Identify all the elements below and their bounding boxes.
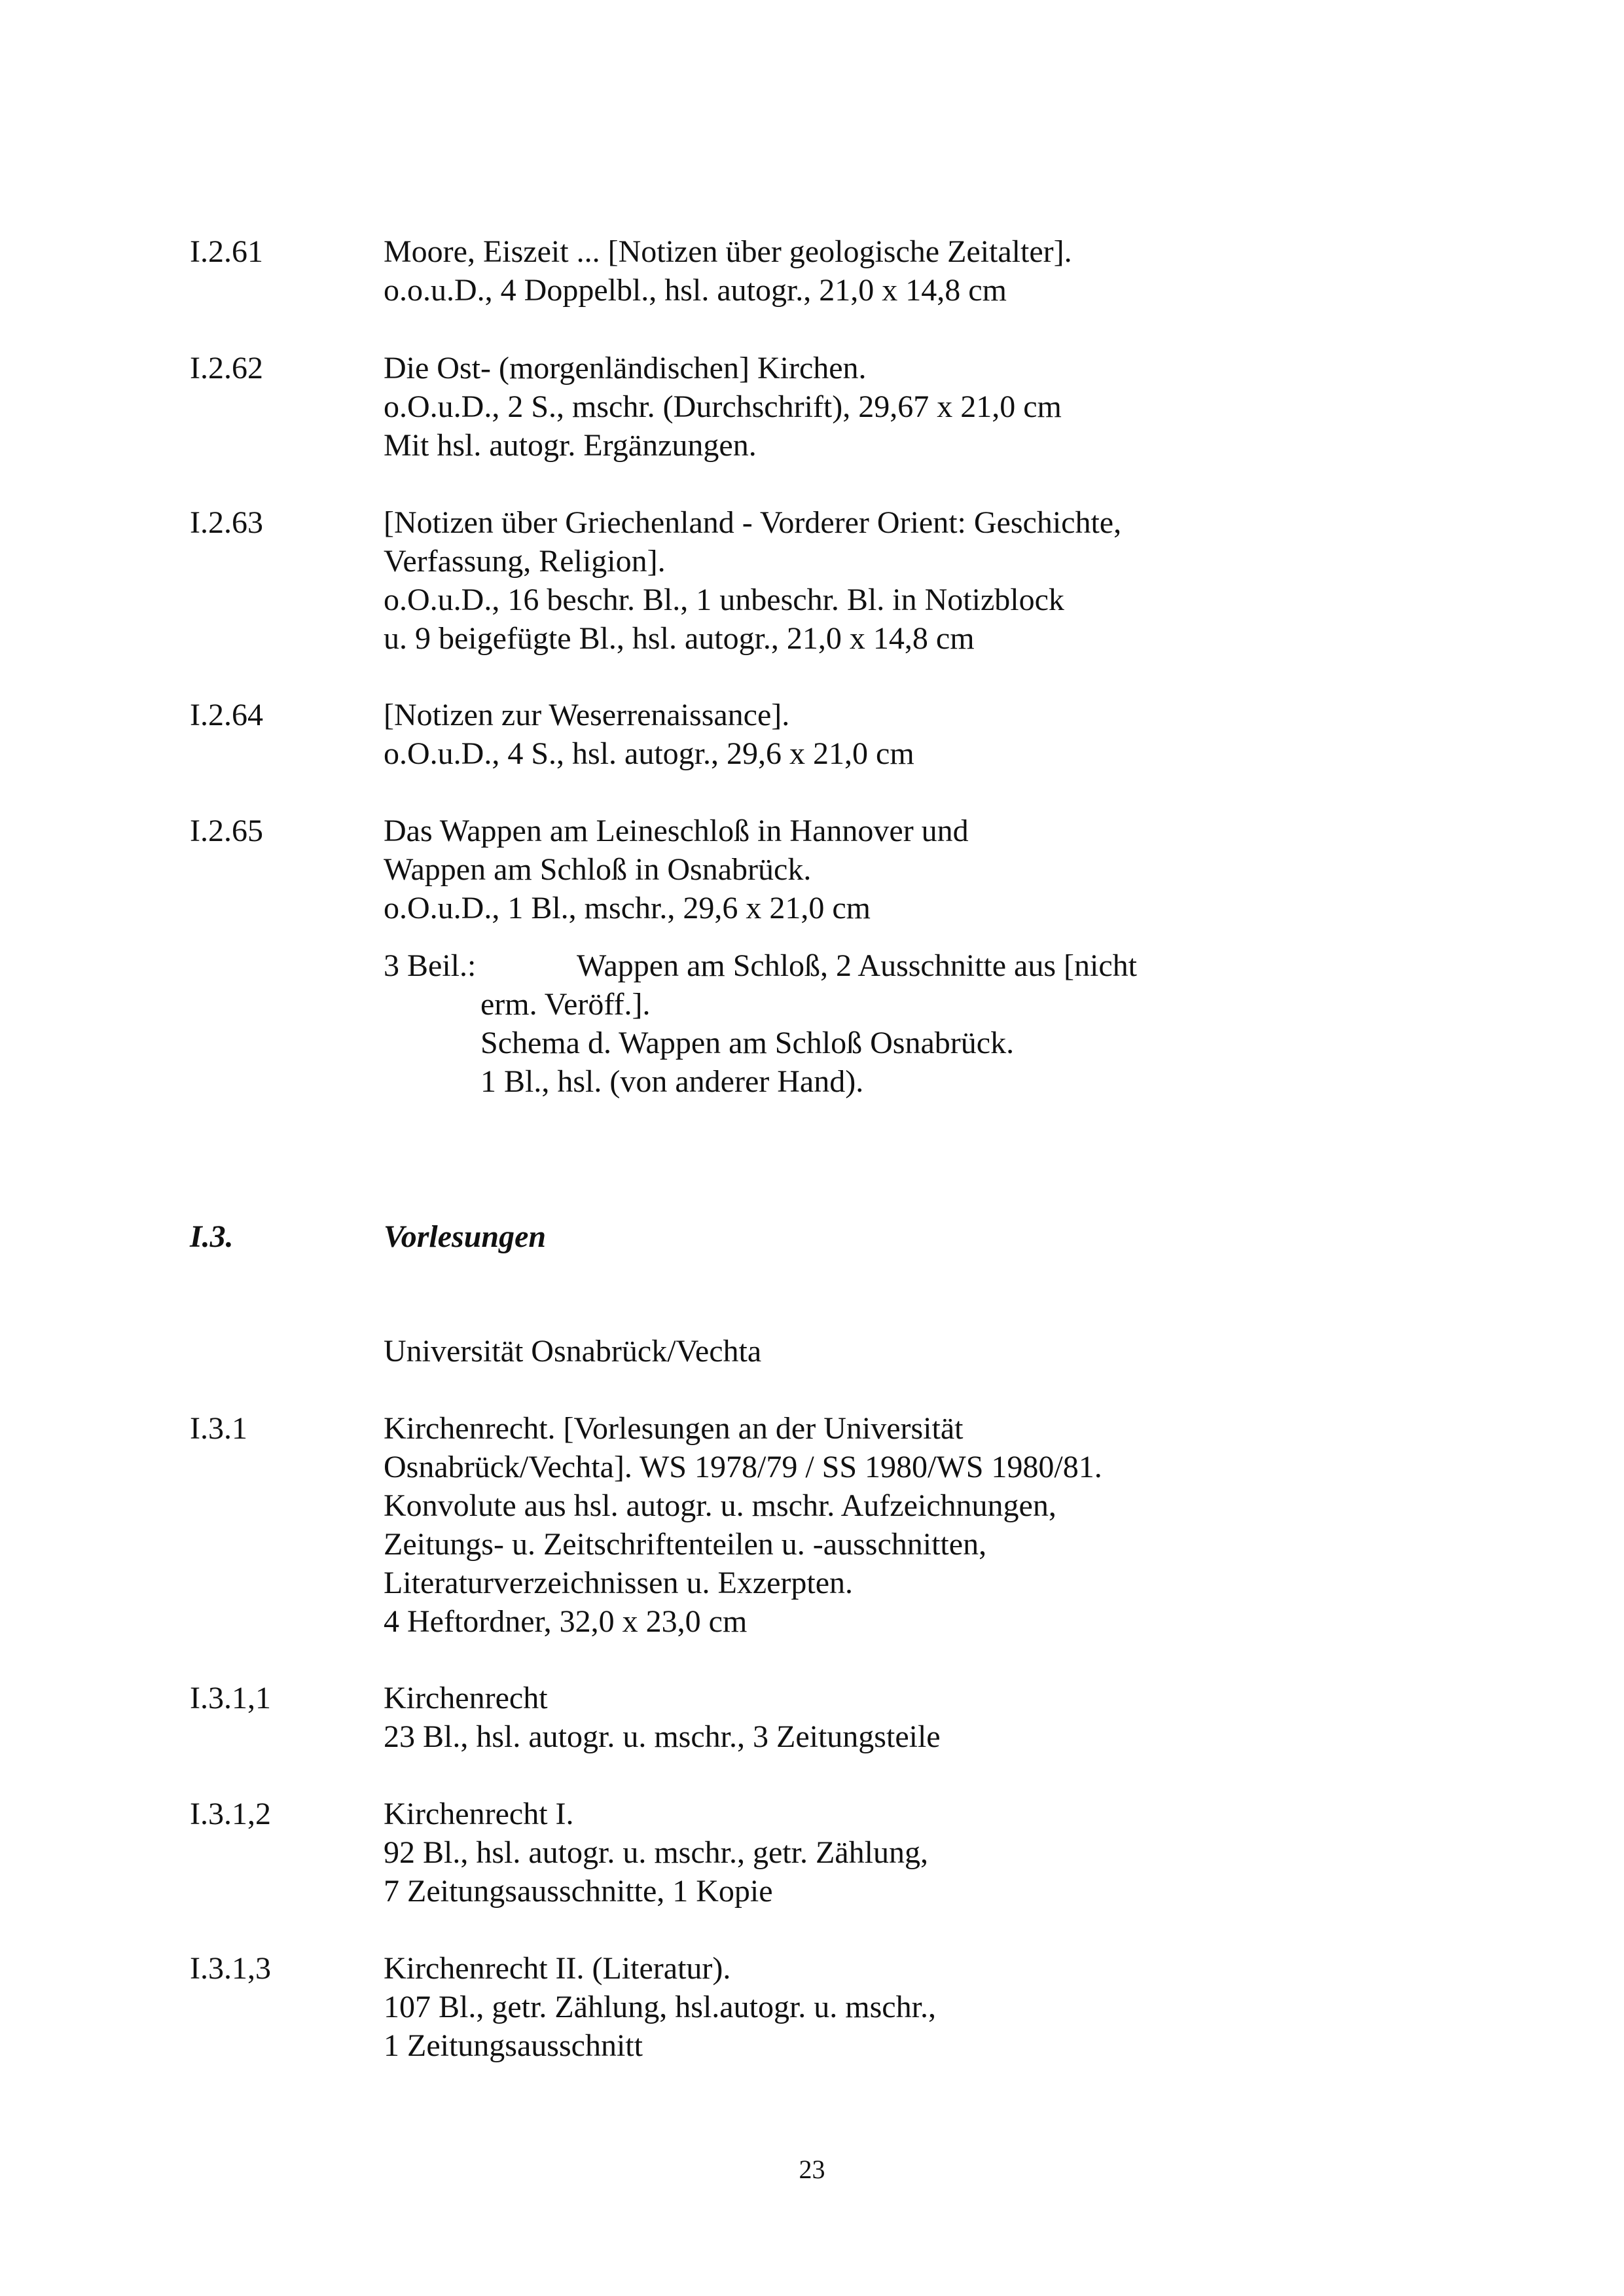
entry-line: Kirchenrecht [384,1681,548,1715]
entry-line: [Notizen zur Weserrenaissance]. [384,698,790,732]
entry-number: I.3.1,3 [190,1951,271,1986]
entry-description [384,1679,1496,1756]
entry-number: I.2.62 [190,351,263,386]
entry-line: Die Ost- (morgenländischen] Kirchen. [384,351,867,386]
entry-line: o.O.u.D., 16 beschr. Bl., 1 unbeschr. Bl. in Notizblock [384,583,1064,617]
entry-line: o.O.u.D., 4 S., hsl. autogr., 29,6 x 21,0 cm [384,736,914,771]
entry-line: Moore, Eiszeit ... [Notizen über geologische Zeitalter]. [384,234,1072,269]
attachments-continued [480,985,1462,1101]
entry-number: I.2.65 [190,814,263,848]
section-subheading: Universität Osnabrück/Vechta [384,1334,762,1369]
entry-description [384,1795,1496,1910]
entry-line: 4 Heftordner, 32,0 x 23,0 cm [384,1604,748,1639]
attachments-label: 3 Beil.: [384,948,477,983]
entry-line: Zeitungs- u. Zeitschriftenteilen u. -ausschnitten, [384,1527,987,1562]
attachment-line: Schema d. Wappen am Schloß Osnabrück. [480,1026,1015,1060]
entry-line: Osnabrück/Vechta]. WS 1978/79 / SS 1980/WS 1980/81. [384,1450,1102,1484]
entry-description [384,696,1496,773]
entry-number: I.3.1,2 [190,1797,271,1831]
entry-line: 1 Zeitungsausschnitt [384,2028,643,2063]
page-number: 23 [799,2155,825,2184]
entry-line: o.O.u.D., 1 Bl., mschr., 29,6 x 21,0 cm [384,891,871,925]
entry-line: Kirchenrecht I. [384,1797,574,1831]
entry-number: I.2.63 [190,505,263,540]
attachment-line: erm. Veröff.]. [480,987,651,1022]
attachment-line: Wappen am Schloß, 2 Ausschnitte aus [nicht [577,948,1137,983]
section-number: I.3. [190,1219,234,1254]
entry-line: 23 Bl., hsl. autogr. u. mschr., 3 Zeitungsteile [384,1719,941,1754]
entry-description [384,812,1496,927]
entry-line: Mit hsl. autogr. Ergänzungen. [384,428,757,463]
entry-line: Das Wappen am Leineschloß in Hannover und [384,814,969,848]
attachment-line: 1 Bl., hsl. (von anderer Hand). [480,1064,864,1099]
entry-line: u. 9 beigefügte Bl., hsl. autogr., 21,0 x 14,8 cm [384,621,975,656]
entry-number: I.3.1,1 [190,1681,271,1715]
entry-description [384,232,1496,310]
entry-line: Verfassung, Religion]. [384,544,666,579]
entry-line: Kirchenrecht. [Vorlesungen an der Universität [384,1411,964,1446]
entry-line: o.o.u.D., 4 Doppelbl., hsl. autogr., 21,0 x 14,8 cm [384,273,1007,308]
entry-line: Kirchenrecht II. (Literatur). [384,1951,731,1986]
entry-description [384,349,1496,465]
entry-line: 7 Zeitungsausschnitte, 1 Kopie [384,1874,773,1909]
entry-line: Wappen am Schloß in Osnabrück. [384,852,812,887]
entry-number: I.2.61 [190,234,263,269]
entry-description [384,1949,1496,2065]
entry-description [384,503,1496,658]
section-title: Vorlesungen [384,1219,547,1254]
entry-line: o.O.u.D., 2 S., mschr. (Durchschrift), 29,67 x 21,0 cm [384,389,1062,424]
entry-number: I.2.64 [190,698,263,732]
entry-line: Literaturverzeichnissen u. Exzerpten. [384,1566,853,1600]
entry-description [384,1409,1496,1641]
entry-line: [Notizen über Griechenland - Vorderer Orient: Geschichte, [384,505,1122,540]
entry-line: 107 Bl., getr. Zählung, hsl.autogr. u. mschr., [384,1990,936,2024]
entry-line: Konvolute aus hsl. autogr. u. mschr. Aufzeichnungen, [384,1488,1056,1523]
entry-line: 92 Bl., hsl. autogr. u. mschr., getr. Zählung, [384,1835,928,1870]
entry-number: I.3.1 [190,1411,247,1446]
